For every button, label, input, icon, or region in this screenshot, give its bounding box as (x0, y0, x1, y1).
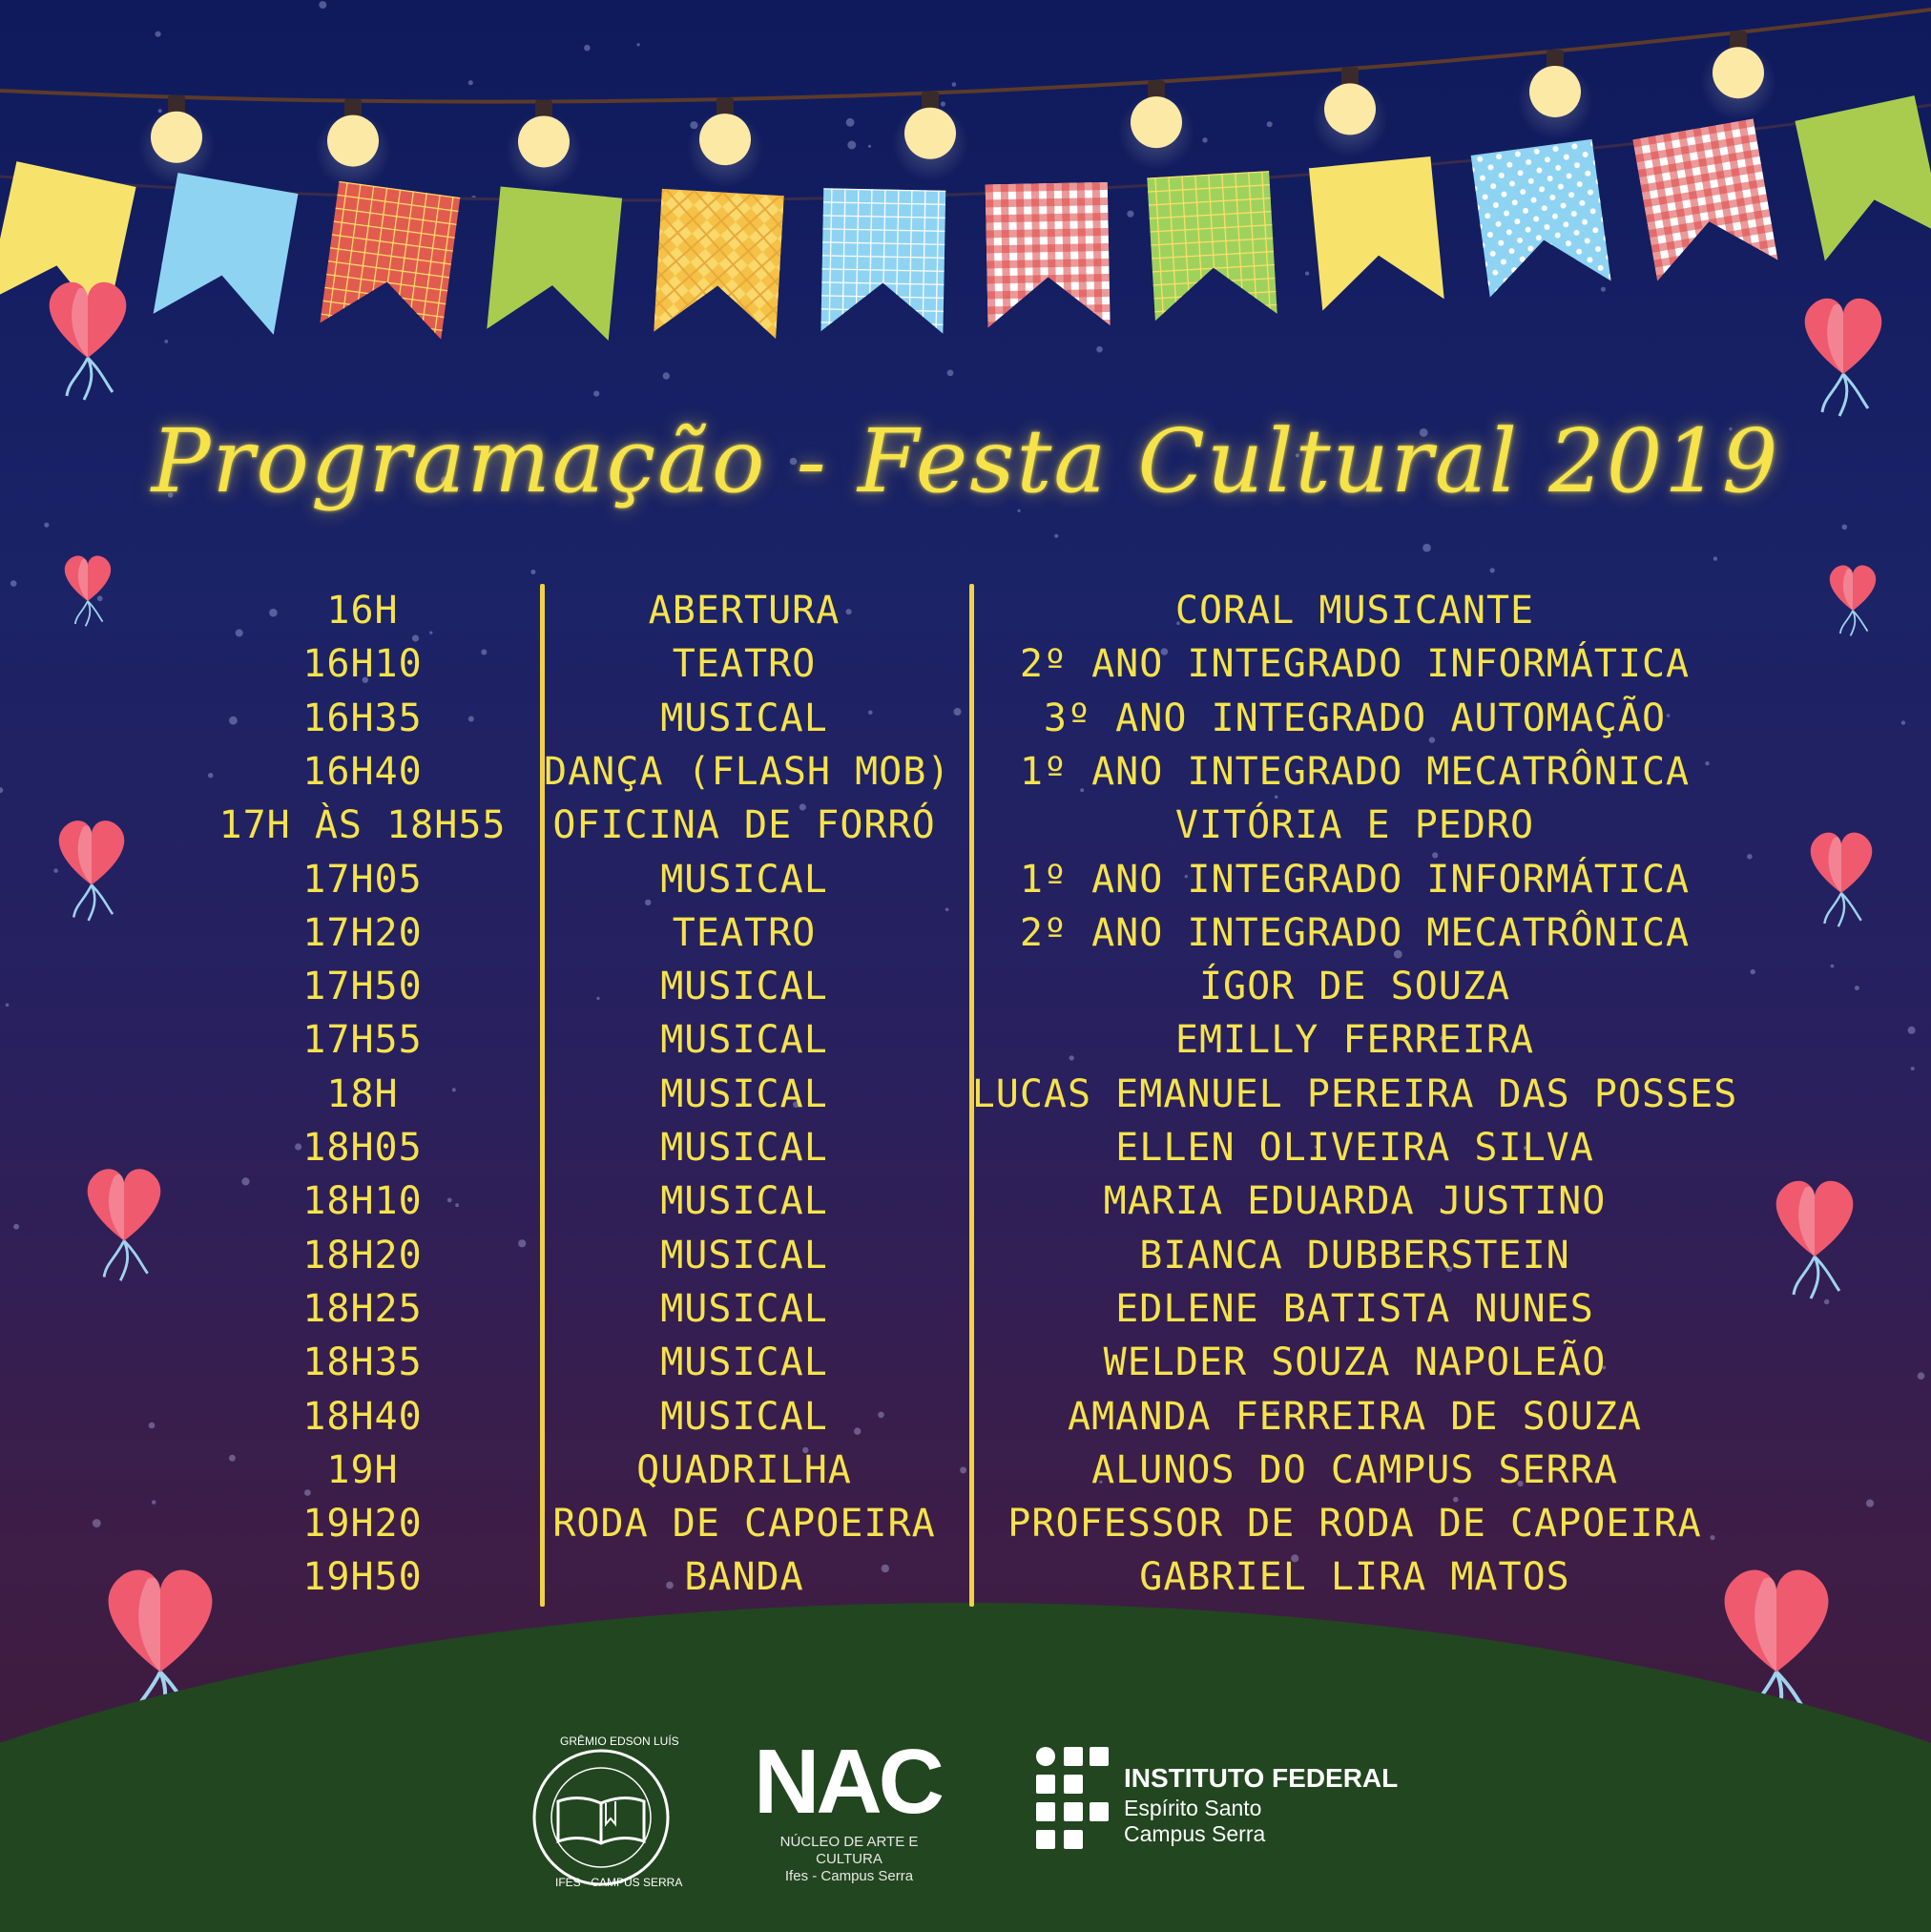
schedule-time: 17H55 (302, 1018, 423, 1062)
star-dot (468, 80, 473, 85)
light-bulb-icon (1517, 50, 1593, 139)
star-dot (97, 595, 103, 601)
schedule-activity: OFICINA DE FORRÓ (552, 803, 936, 847)
schedule-activity: RODA DE CAPOEIRA (552, 1502, 936, 1546)
star-dot (1305, 272, 1309, 276)
star-dot (1054, 534, 1058, 538)
schedule-activity: TEATRO (672, 911, 817, 955)
schedule-row (191, 1121, 1755, 1174)
sponsor-logos (0, 1717, 1931, 1889)
gremio-campus: IFES - CAMPUS SERRA (555, 1876, 683, 1889)
schedule-activity: MUSICAL (660, 1179, 828, 1223)
schedule-time: 18H10 (302, 1179, 423, 1223)
nac-subtitle-line1: NÚCLEO DE ARTE E CULTURA (779, 1834, 919, 1867)
star-dot (1096, 346, 1103, 353)
schedule-activity: BANDA (684, 1555, 804, 1599)
star-dot (584, 45, 591, 52)
schedule-performer: AMANDA FERREIRA DE SOUZA (1068, 1395, 1642, 1439)
gremio-name: GRÊMIO EDSON LUÍS (560, 1735, 679, 1748)
gremio-edson-luis-logo (529, 1746, 673, 1889)
schedule-row (191, 745, 1755, 799)
schedule-performer: ÍGOR DE SOUZA (1198, 965, 1511, 1008)
schedule-row (191, 1497, 1755, 1550)
schedule-performer: 2º ANO INTEGRADO INFORMÁTICA (1019, 642, 1691, 686)
light-bulb-icon (1312, 67, 1388, 156)
star-dot (152, 1500, 156, 1504)
bunting-flag (1632, 119, 1777, 281)
star-dot (846, 118, 855, 127)
bunting-flag (154, 173, 299, 335)
bunting-flag (654, 189, 783, 339)
schedule-activity: MUSICAL (660, 1072, 828, 1116)
schedule-row (191, 1282, 1755, 1336)
schedule-time: 16H10 (302, 642, 423, 686)
schedule-time: 19H50 (302, 1555, 423, 1599)
heart-balloon-icon (50, 282, 127, 400)
if-name: INSTITUTO FEDERAL (1124, 1763, 1399, 1793)
star-dot (1866, 1500, 1874, 1507)
schedule-row (191, 1336, 1755, 1389)
schedule-row (191, 1013, 1755, 1067)
star-dot (319, 1, 326, 9)
light-bulb-icon (315, 99, 391, 189)
heart-balloon-icon (1776, 1181, 1854, 1298)
star-dot (1267, 121, 1273, 127)
schedule-time: 18H25 (302, 1287, 423, 1331)
bunting-flag (1309, 156, 1444, 311)
light-bulb-icon (687, 97, 763, 187)
light-bulb-icon (138, 95, 215, 185)
schedule-activity: QUADRILHA (636, 1448, 852, 1492)
star-dot (947, 370, 954, 377)
heart-balloon-icon (1830, 565, 1876, 635)
light-bulb-icon (1118, 80, 1194, 170)
schedule-time: 18H05 (302, 1126, 423, 1170)
schedule-performer: 1º ANO INTEGRADO INFORMÁTICA (1019, 858, 1691, 902)
star-dot (1911, 1067, 1915, 1070)
star-dot (1831, 965, 1835, 968)
star-dot (44, 523, 49, 528)
star-dot (593, 391, 599, 397)
bunting-flag (1795, 95, 1931, 260)
star-dot (1490, 568, 1495, 572)
nac-subtitle (754, 1834, 945, 1885)
schedule-performer: 2º ANO INTEGRADO MECATRÔNICA (1019, 911, 1691, 955)
star-dot (636, 43, 639, 46)
star-dot (868, 145, 871, 148)
if-campus: Campus Serra (1124, 1821, 1266, 1846)
star-dot (941, 101, 945, 106)
schedule-time: 19H20 (302, 1502, 423, 1546)
nac-logo: NAC (754, 1731, 941, 1833)
schedule-activity: MUSICAL (660, 696, 828, 740)
schedule-performer: EDLENE BATISTA NUNES (1115, 1287, 1594, 1331)
schedule-row (191, 853, 1755, 906)
schedule-time: 17H20 (302, 911, 423, 955)
schedule-activity: MUSICAL (660, 1340, 828, 1384)
schedule-time: 18H40 (302, 1395, 423, 1439)
schedule-row (191, 799, 1755, 852)
schedule-activity: MUSICAL (660, 1234, 828, 1278)
nac-subtitle-line2: Ifes - Campus Serra (784, 1868, 914, 1884)
schedule-performer: CORAL MUSICANTE (1174, 589, 1535, 633)
star-dot (1855, 986, 1859, 990)
star-dot (1908, 1027, 1916, 1034)
schedule-activity: MUSICAL (660, 1126, 828, 1170)
heart-balloon-icon (1811, 833, 1873, 927)
schedule-performer: PROFESSOR DE RODA DE CAPOEIRA (1007, 1502, 1702, 1546)
schedule-activity: TEATRO (672, 642, 817, 686)
if-state: Espírito Santo (1124, 1796, 1262, 1820)
heart-balloon-icon (59, 821, 125, 921)
star-dot (1824, 1299, 1829, 1304)
schedule-time: 18H35 (302, 1340, 423, 1384)
star-dot (952, 82, 957, 87)
schedule-table (191, 584, 1755, 1607)
schedule-performer: EMILLY FERREIRA (1174, 1018, 1535, 1062)
bunting-flag (487, 186, 622, 341)
schedule-row (191, 1444, 1755, 1497)
star-dot (663, 372, 670, 379)
star-dot (53, 868, 58, 873)
star-dot (1601, 287, 1606, 292)
schedule-activity: ABERTURA (648, 589, 841, 633)
star-dot (1842, 525, 1848, 530)
schedule-performer: WELDER SOUZA NAPOLEÃO (1103, 1340, 1607, 1384)
star-dot (1901, 720, 1905, 724)
schedule-time: 16H35 (302, 696, 423, 740)
schedule-performer: ELLEN OLIVEIRA SILVA (1115, 1126, 1594, 1170)
schedule-performer: 1º ANO INTEGRADO MECATRÔNICA (1019, 750, 1691, 794)
schedule-performer: BIANCA DUBBERSTEIN (1139, 1234, 1570, 1278)
schedule-time: 18H20 (302, 1234, 423, 1278)
heart-balloon-icon (65, 555, 111, 626)
schedule-time: 16H (326, 589, 399, 633)
star-dot (164, 340, 168, 343)
schedule-performer: ALUNOS DO CAMPUS SERRA (1091, 1448, 1618, 1492)
schedule-performer: VITÓRIA E PEDRO (1174, 803, 1535, 847)
schedule-row (191, 1229, 1755, 1282)
schedule-row (191, 692, 1755, 745)
bunting-flag (986, 182, 1111, 327)
schedule-row (191, 1550, 1755, 1604)
schedule-time: 17H05 (302, 858, 423, 902)
schedule-activity: MUSICAL (660, 1018, 828, 1062)
star-dot (13, 1224, 19, 1230)
light-bulb-icon (506, 99, 582, 189)
bunting-flag (1147, 171, 1277, 321)
schedule-row (191, 584, 1755, 637)
star-dot (10, 580, 17, 587)
star-dot (1918, 1372, 1925, 1380)
instituto-federal-logo-icon (1035, 1746, 1113, 1851)
schedule-activity: DANÇA (FLASH MOB) (544, 750, 951, 794)
schedule-activity: MUSICAL (660, 965, 828, 1008)
schedule-row (191, 906, 1755, 960)
schedule-performer: GABRIEL LIRA MATOS (1139, 1555, 1570, 1599)
star-dot (1713, 556, 1717, 560)
schedule-time: 19H (326, 1448, 399, 1492)
schedule-activity: MUSICAL (660, 858, 828, 902)
schedule-performer: MARIA EDUARDA JUSTINO (1103, 1179, 1607, 1223)
schedule-time: 17H ÀS 18H55 (218, 803, 507, 847)
heart-balloon-icon (1805, 299, 1882, 416)
bunting-flag (1471, 139, 1611, 298)
star-dot (1127, 211, 1133, 218)
schedule-row (191, 1068, 1755, 1121)
schedule-time: 18H (326, 1072, 399, 1116)
star-dot (1202, 137, 1207, 142)
star-dot (530, 570, 535, 574)
bunting-flag (820, 188, 945, 333)
star-dot (0, 787, 3, 793)
schedule-row (191, 960, 1755, 1013)
poster-title: Programação - Festa Cultural 2019 (151, 410, 1780, 512)
heart-balloon-icon (88, 1169, 161, 1280)
light-bulb-icon (1700, 31, 1776, 120)
schedule-activity: MUSICAL (660, 1395, 828, 1439)
schedule-row (191, 1390, 1755, 1444)
star-dot (847, 141, 856, 150)
star-dot (1422, 544, 1431, 552)
star-dot (149, 1423, 156, 1429)
light-bulb-icon (892, 92, 968, 181)
bunting-flag (320, 181, 460, 340)
schedule-performer: 3º ANO INTEGRADO AUTOMAÇÃO (1043, 696, 1667, 740)
schedule-activity: MUSICAL (660, 1287, 828, 1331)
schedule-time: 17H50 (302, 965, 423, 1008)
star-dot (93, 1519, 101, 1527)
schedule-row (191, 1174, 1755, 1228)
schedule-time: 16H40 (302, 750, 423, 794)
schedule-performer: LUCAS EMANUEL PEREIRA DAS POSSES (971, 1072, 1738, 1116)
star-dot (156, 31, 161, 37)
schedule-row (191, 637, 1755, 691)
star-dot (6, 1004, 10, 1008)
